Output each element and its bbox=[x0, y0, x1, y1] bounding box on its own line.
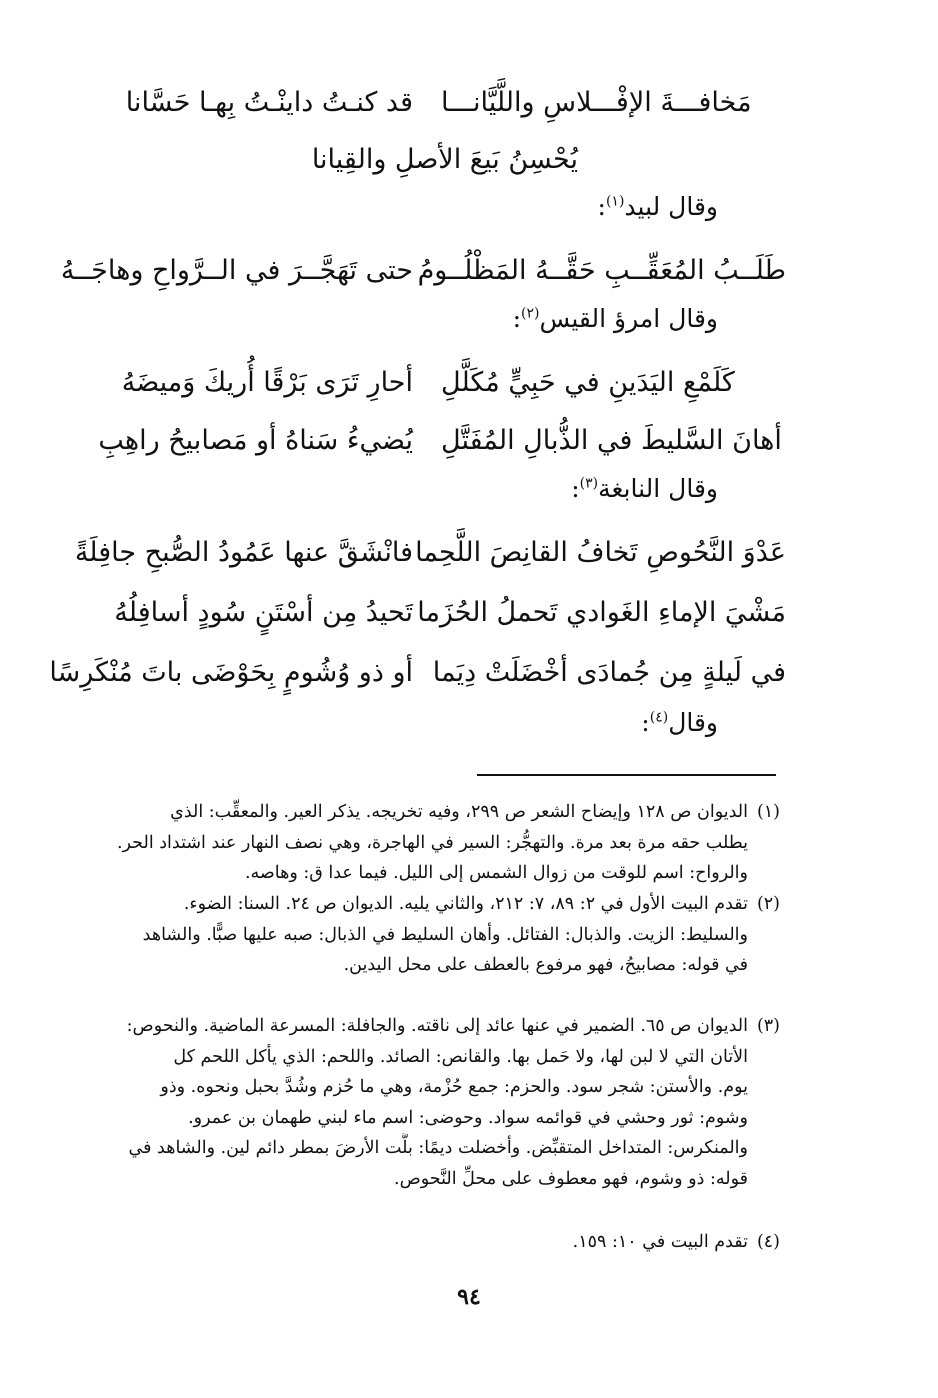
verse-second-hemistich: مَشْيَ الإماءِ الغَوادي تَحملُ الحُزَما bbox=[417, 596, 786, 628]
poet-intro-colon: : bbox=[571, 474, 580, 503]
verse-second-hemistich: طَلَــبُ المُعَقِّــبِ حَقَّــهُ المَظْلُــومُ bbox=[417, 254, 786, 286]
footnote bbox=[68, 1227, 780, 1258]
poet-intro-colon: : bbox=[641, 708, 650, 737]
poet-intro bbox=[513, 304, 718, 333]
verse-line bbox=[60, 242, 786, 298]
verse-first-hemistich: أحارِ تَرَى بَرْقًا أُريكَ وَميضَهُ bbox=[121, 366, 413, 398]
verse-single-hemistich: يُحْسِنُ بَيعَ الأصلِ والقِيانا bbox=[311, 144, 578, 175]
verse-second-hemistich: أهانَ السَّليطَ في الذُّبالِ المُفَتَّلِ bbox=[441, 424, 782, 456]
verse-second-hemistich: عَدْوَ النَّحُوصِ تَخافُ القانِصَ اللَّحِما bbox=[415, 536, 786, 568]
verse-first-hemistich: فانْشَقَّ عنها عَمُودُ الصُّبحِ جافِلَةً bbox=[74, 536, 413, 568]
footnote-line: وشوم: ثور وحشي في قوائمه سواد. وحوضى: اسم ماء لبني طهمان بن عمرو. bbox=[188, 1107, 748, 1128]
footnote bbox=[68, 797, 780, 889]
poet-intro bbox=[571, 474, 718, 503]
footnote-line: (٢)تقدم البيت الأول في ٢: ٨٩، ٧: ٢١٢، والثاني يليه. الديوان ص ٢٤. السنا: الضوء. bbox=[68, 889, 780, 920]
poet-intro-text: وقال لبيد bbox=[624, 192, 718, 221]
verse-second-hemistich: مَخافـــةَ الإفْـــلاسِ واللَّيَّانـــا bbox=[441, 86, 752, 118]
footnote bbox=[68, 1011, 780, 1194]
verse-second-hemistich: في لَيلةٍ مِن جُمادَى أخْضَلَتْ دِيَما bbox=[432, 656, 786, 688]
footnote-line: (٤)تقدم البيت في ١٠: ١٥٩. bbox=[68, 1227, 780, 1258]
poet-intro-text: وقال النابغة bbox=[598, 474, 718, 503]
footnote-ref: (٣) bbox=[579, 475, 599, 492]
verse-first-hemistich: يُضيءُ سَناهُ أو مَصابيحُ راهِبِ bbox=[98, 424, 413, 456]
page-number: ٩٤ bbox=[457, 1284, 481, 1310]
footnote bbox=[68, 889, 780, 981]
footnote-line: والمنكرس: المتداخل المتقبِّض. وأخضلت ديمًا: بلَّت الأرضَ بمطر دائم لين. والشاهد في bbox=[128, 1138, 748, 1158]
verse-line bbox=[68, 584, 786, 640]
verse-first-hemistich: حتى تَهَجَّــرَ في الــرَّواحِ وهاجَــهُ bbox=[60, 254, 413, 286]
footnote-separator bbox=[477, 774, 776, 776]
footnote-number: (٤) bbox=[756, 1232, 780, 1252]
footnote-ref: (١) bbox=[605, 193, 625, 210]
footnote-line: الأتان التي لا لبن لها، ولا حَمل بها. والقانص: الصائد. واللحم: الذي يأكل اللحم كل bbox=[173, 1046, 748, 1067]
verse-first-hemistich: أو ذو وُشُومٍ بِحَوْضَى باتَ مُنْكَرِسًا bbox=[49, 656, 413, 688]
poet-intro-colon: : bbox=[597, 192, 606, 221]
footnote-ref: (٢) bbox=[521, 305, 540, 322]
verse-second-hemistich: كَلَمْعِ اليَدَينِ في حَبِيٍّ مُكَلَّلِ bbox=[441, 366, 735, 398]
footnote-number: (١) bbox=[756, 802, 780, 822]
verse-line bbox=[49, 644, 786, 700]
poet-intro-text: وقال امرؤ القيس bbox=[539, 304, 718, 333]
footnote-line: في قوله: مصابيحُ، فهو مرفوع بالعطف على محل اليدين. bbox=[343, 955, 748, 975]
verse-line bbox=[68, 354, 786, 410]
footnote-line: (١)الديوان ص ١٢٨ وإيضاح الشعر ص ٢٩٩، وفيه تخريجه. يذكر العير. والمعقِّب: الذي bbox=[68, 797, 780, 828]
footnote-number: (٣) bbox=[756, 1016, 780, 1036]
footnote-line: والسليط: الزيت. والذبال: الفتائل. وأهان السليط في الذبال: صبه عليها صبًّا. والشاهد bbox=[142, 924, 748, 945]
footnote-line: والرواح: اسم للوقت من زوال الشمس إلى الليل. فيما عدا ق: وهاصه. bbox=[244, 863, 748, 883]
footnote-ref: (٤) bbox=[649, 709, 669, 726]
verse-line bbox=[68, 74, 786, 130]
footnote-line: (٣)الديوان ص ٦٥. الضمير في عنها عائد إلى ناقته. والجافلة: المسرعة الماضية. والنحوص: bbox=[68, 1011, 780, 1042]
poet-intro bbox=[641, 708, 718, 737]
poet-intro bbox=[598, 192, 719, 221]
poet-intro-colon: : bbox=[512, 304, 521, 333]
poet-intro-text: وقال bbox=[668, 708, 718, 737]
verse-first-hemistich: تَحيدُ مِن أسْتَنٍ سُودٍ أسافِلُهُ bbox=[114, 596, 413, 628]
verse-first-hemistich: قد كنـتُ داينْـتُ بِهـا حَسَّانا bbox=[125, 86, 413, 118]
footnote-line: يوم. والأستن: شجر سود. والحزم: جمع حُزْمة، وهي ما حُزم وشُدَّ بحبل ونحوه. وذو bbox=[160, 1077, 748, 1097]
verse-line bbox=[68, 412, 786, 468]
verse-line bbox=[68, 524, 786, 580]
footnote-line: يطلب حقه مرة بعد مرة. والتهجُّر: السير في الهاجرة، وهي نصف النهار عند اشتداد الحر. bbox=[116, 832, 748, 853]
footnote-line: قوله: ذو وشوم، فهو معطوف على محلِّ النَّحوص. bbox=[394, 1168, 748, 1189]
footnote-number: (٢) bbox=[756, 894, 780, 914]
